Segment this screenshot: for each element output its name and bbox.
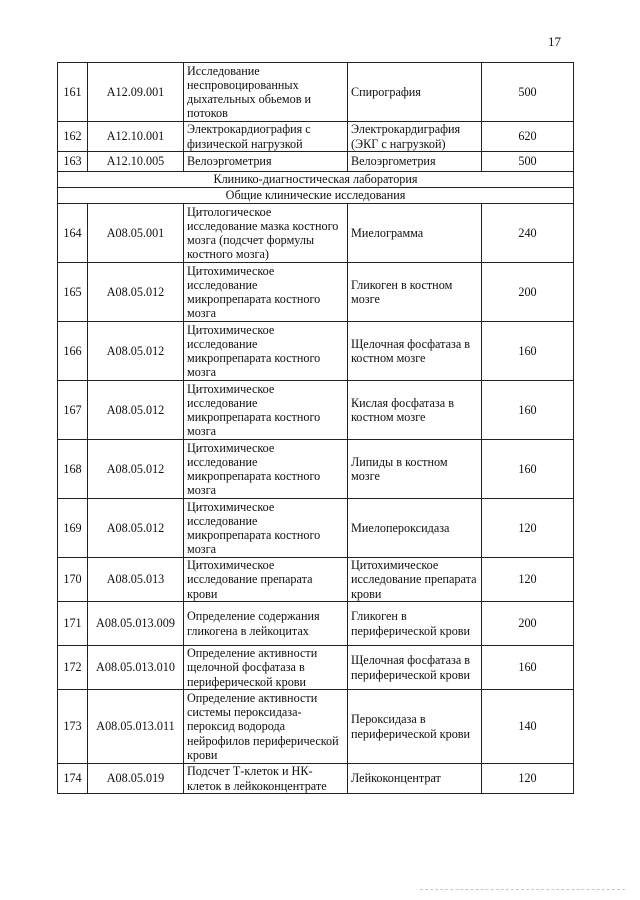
service-short-name: Миелопероксидаза <box>348 499 482 558</box>
service-short-name: Цитохимическое исследование препарата крови <box>348 558 482 602</box>
row-number: 168 <box>58 440 88 499</box>
service-name: Цитохимическое исследование препарата крови <box>184 558 348 602</box>
section-header-row <box>58 188 574 204</box>
row-number: 165 <box>58 263 88 322</box>
table-row <box>58 204 574 263</box>
table-row <box>58 381 574 440</box>
price-list-table <box>57 62 574 794</box>
service-price: 500 <box>482 152 574 172</box>
row-number: 164 <box>58 204 88 263</box>
service-name: Определение активности системы пероксидаза-пероксид водорода нейрофилов периферической крови <box>184 690 348 764</box>
scan-artifact-line <box>420 889 625 890</box>
service-price: 160 <box>482 440 574 499</box>
service-short-name: Спирография <box>348 63 482 122</box>
service-code: A08.05.013.011 <box>88 690 184 764</box>
service-price: 620 <box>482 122 574 152</box>
service-code: A12.09.001 <box>88 63 184 122</box>
service-short-name: Гликоген в периферической крови <box>348 602 482 646</box>
service-code: A08.05.013.009 <box>88 602 184 646</box>
service-code: A08.05.012 <box>88 381 184 440</box>
service-name: Определение содержания гликогена в лейкоцитах <box>184 602 348 646</box>
service-name: Цитохимическое исследование микропрепарата костного мозга <box>184 499 348 558</box>
service-name: Цитохимическое исследование микропрепарата костного мозга <box>184 440 348 499</box>
service-price: 140 <box>482 690 574 764</box>
row-number: 163 <box>58 152 88 172</box>
service-name: Цитохимическое исследование микропрепарата костного мозга <box>184 381 348 440</box>
service-price: 240 <box>482 204 574 263</box>
service-name: Определение активности щелочной фосфатаза в периферической крови <box>184 646 348 690</box>
service-code: A08.05.013.010 <box>88 646 184 690</box>
table-row <box>58 646 574 690</box>
service-code: A08.05.012 <box>88 440 184 499</box>
row-number: 171 <box>58 602 88 646</box>
table-row <box>58 122 574 152</box>
service-name: Исследование неспровоцированных дыхательных обьемов и потоков <box>184 63 348 122</box>
row-number: 161 <box>58 63 88 122</box>
table-row <box>58 602 574 646</box>
table-row <box>58 263 574 322</box>
table-row <box>58 440 574 499</box>
section-header-row <box>58 172 574 188</box>
service-price: 160 <box>482 646 574 690</box>
service-price: 160 <box>482 381 574 440</box>
service-code: A08.05.013 <box>88 558 184 602</box>
service-name: Электрокардиография с физической нагрузкой <box>184 122 348 152</box>
service-short-name: Щелочная фосфатаза в периферической крови <box>348 646 482 690</box>
service-short-name: Щелочная фосфатаза в костном мозге <box>348 322 482 381</box>
table-row <box>58 764 574 794</box>
row-number: 167 <box>58 381 88 440</box>
service-code: A08.05.012 <box>88 499 184 558</box>
table-row <box>58 322 574 381</box>
service-short-name: Велоэргометрия <box>348 152 482 172</box>
row-number: 174 <box>58 764 88 794</box>
section-title: Общие клинические исследования <box>58 188 574 204</box>
service-name: Велоэргометрия <box>184 152 348 172</box>
service-short-name: Гликоген в костном мозге <box>348 263 482 322</box>
service-short-name: Липиды в костном мозге <box>348 440 482 499</box>
table-row <box>58 152 574 172</box>
service-short-name: Кислая фосфатаза в костном мозге <box>348 381 482 440</box>
service-name: Подсчет Т-клеток и НК-клеток в лейкоконцентрате <box>184 764 348 794</box>
service-name: Цитохимическое исследование микропрепарата костного мозга <box>184 322 348 381</box>
service-code: A12.10.001 <box>88 122 184 152</box>
service-code: A08.05.012 <box>88 263 184 322</box>
service-name: Цитологическое исследование мазка костного мозга (подсчет формулы костного мозга) <box>184 204 348 263</box>
service-code: A08.05.001 <box>88 204 184 263</box>
service-price: 120 <box>482 764 574 794</box>
page-number: 17 <box>548 34 561 49</box>
service-short-name: Лейкоконцентрат <box>348 764 482 794</box>
service-code: A12.10.005 <box>88 152 184 172</box>
table-row <box>58 63 574 122</box>
service-price: 120 <box>482 558 574 602</box>
row-number: 162 <box>58 122 88 152</box>
row-number: 169 <box>58 499 88 558</box>
service-price: 160 <box>482 322 574 381</box>
row-number: 172 <box>58 646 88 690</box>
row-number: 173 <box>58 690 88 764</box>
service-code: A08.05.012 <box>88 322 184 381</box>
section-title: Клинико-диагностическая лаборатория <box>58 172 574 188</box>
service-name: Цитохимическое исследование микропрепарата костного мозга <box>184 263 348 322</box>
service-price: 200 <box>482 263 574 322</box>
row-number: 166 <box>58 322 88 381</box>
service-price: 200 <box>482 602 574 646</box>
service-short-name: Миелограмма <box>348 204 482 263</box>
service-price: 120 <box>482 499 574 558</box>
row-number: 170 <box>58 558 88 602</box>
table-row <box>58 558 574 602</box>
table-row <box>58 690 574 764</box>
service-short-name: Пероксидаза в периферической крови <box>348 690 482 764</box>
table-row <box>58 499 574 558</box>
service-code: A08.05.019 <box>88 764 184 794</box>
service-price: 500 <box>482 63 574 122</box>
service-short-name: Электрокардиграфия (ЭКГ с нагрузкой) <box>348 122 482 152</box>
